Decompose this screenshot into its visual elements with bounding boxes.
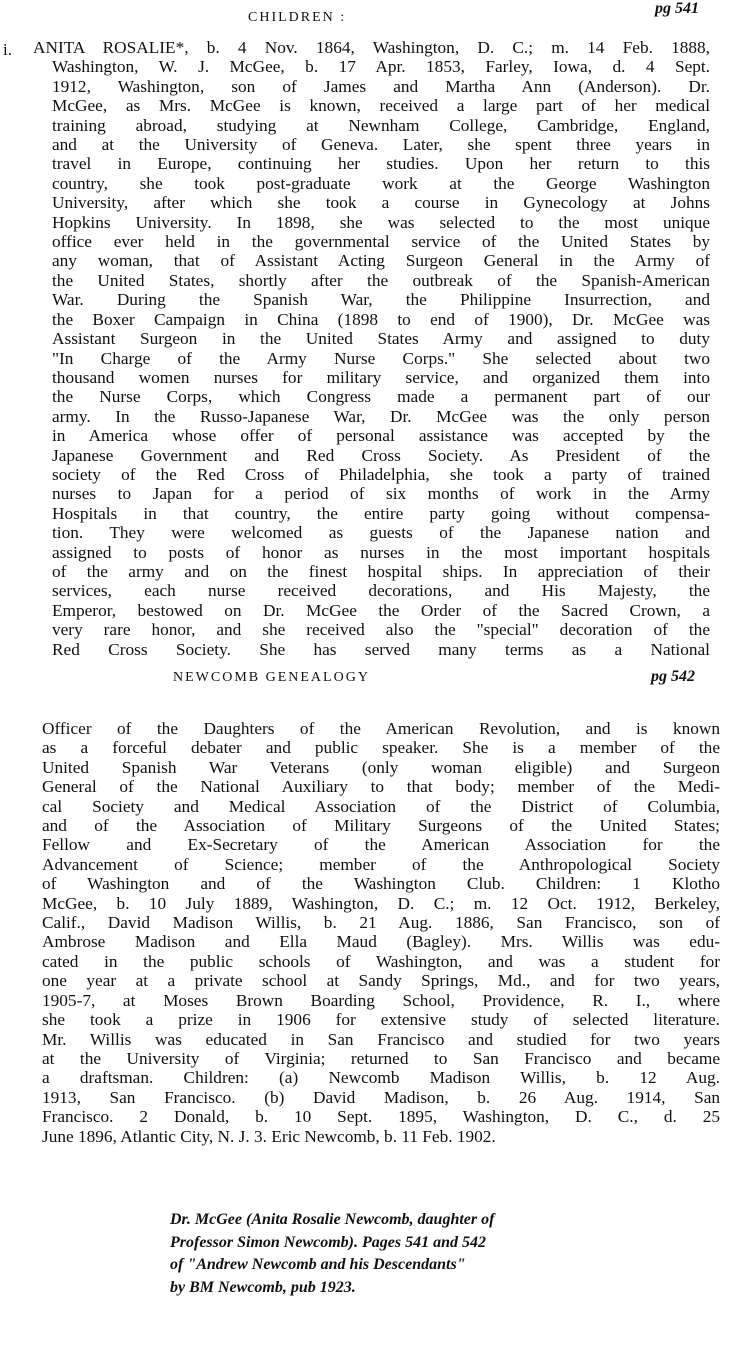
running-head-newcomb-genealogy: NEWCOMB GENEALOGY bbox=[173, 670, 370, 685]
caption bbox=[170, 1209, 630, 1299]
text-line: Fellow and Ex-Secretary of the American Association for the bbox=[42, 835, 720, 855]
text-line: nurses to Japan for a period of six months of work in the Army bbox=[52, 484, 710, 504]
text-line: the Boxer Campaign in China (1898 to end of 1900), Dr. McGee was bbox=[52, 309, 710, 329]
text-line: office ever held in the governmental service of the United States by bbox=[52, 232, 710, 252]
text-line: services, each nurse received decorations, and His Majesty, the bbox=[52, 581, 710, 601]
text-line: army. In the Russo-Japanese War, Dr. McGee was the only person bbox=[52, 406, 710, 426]
entry-marker: i. bbox=[3, 40, 12, 59]
text-line: Japanese Government and Red Cross Society. As President of the bbox=[52, 445, 710, 465]
text-line: "In Charge of the Army Nurse Corps." She selected about two bbox=[52, 348, 710, 368]
text-line: very rare honor, and she received also the "special" decoration of the bbox=[52, 620, 710, 640]
text-line: of Washington and of the Washington Club. Children: 1 Klotho bbox=[42, 874, 720, 894]
text-line: Hospitals in that country, the entire party going without compensa- bbox=[52, 503, 710, 523]
text-line: 1913, San Francisco. (b) David Madison, b. 26 Aug. 1914, San bbox=[42, 1087, 720, 1107]
text-line: University, after which she took a course in Gynecology at Johns bbox=[52, 193, 710, 213]
text-line: she took a prize in 1906 for extensive study of selected literature. bbox=[42, 1010, 720, 1030]
text-line: War. During the Spanish War, the Philippine Insurrection, and bbox=[52, 290, 710, 310]
text-line: 1905-7, at Moses Brown Boarding School, Providence, R. I., where bbox=[42, 990, 720, 1010]
text-line: of the army and on the finest hospital ships. In appreciation of their bbox=[52, 561, 710, 581]
text-line: McGee, b. 10 July 1889, Washington, D. C.; m. 12 Oct. 1912, Berkeley, bbox=[42, 893, 720, 913]
caption-line: of "Andrew Newcomb and his Descendants" bbox=[170, 1256, 466, 1273]
text-line: Assistant Surgeon in the United States Army and assigned to duty bbox=[52, 329, 710, 349]
text-line: one year at a private school at Sandy Springs, Md., and for two years, bbox=[42, 971, 720, 991]
text-line: the United States, shortly after the outbreak of the Spanish-American bbox=[52, 270, 710, 290]
page-541-text bbox=[33, 38, 710, 659]
text-line: Officer of the Daughters of the American Revolution, and is known bbox=[42, 719, 720, 738]
text-line: Advancement of Science; member of the Anthropological Society bbox=[42, 854, 720, 874]
text-line: tion. They were welcomed as guests of the Japanese nation and bbox=[52, 523, 710, 543]
text-line: Washington, W. J. McGee, b. 17 Apr. 1853, Farley, Iowa, d. 4 Sept. bbox=[52, 57, 710, 77]
text-line: General of the National Auxiliary to that body; member of the Medi- bbox=[42, 777, 720, 797]
text-line: and of the Association of Military Surgeons of the United States; bbox=[42, 816, 720, 836]
text-line: training abroad, studying at Newnham College, Cambridge, England, bbox=[52, 115, 710, 135]
caption-line: Dr. McGee (Anita Rosalie Newcomb, daughter of bbox=[170, 1211, 495, 1228]
text-line: assigned to posts of honor as nurses in the most important hospitals bbox=[52, 542, 710, 562]
text-line: country, she took post-graduate work at the George Washington bbox=[52, 173, 710, 193]
text-line: Hopkins University. In 1898, she was selected to the most unique bbox=[52, 212, 710, 232]
text-line: in America whose offer of personal assistance was accepted by the bbox=[52, 426, 710, 446]
caption-line: Professor Simon Newcomb). Pages 541 and 542 bbox=[170, 1233, 486, 1251]
text-line: 1912, Washington, son of James and Martha Ann (Anderson). Dr. bbox=[52, 76, 710, 96]
text-line: Mr. Willis was educated in San Francisco and studied for two years bbox=[42, 1029, 720, 1049]
text-line: cal Society and Medical Association of the District of Columbia, bbox=[42, 796, 720, 816]
text-line: Red Cross Society. She has served many terms as a National bbox=[52, 639, 710, 659]
text-line: Ambrose Madison and Ella Maud (Bagley). Mrs. Willis was edu- bbox=[42, 932, 720, 952]
text-line: as a forceful debater and public speaker. She is a member of the bbox=[42, 738, 720, 758]
text-line: society of the Red Cross of Philadelphia, she took a party of trained bbox=[52, 464, 710, 484]
text-line: McGee, as Mrs. McGee is known, received a large part of her medical bbox=[52, 96, 710, 116]
text-line: any woman, that of Assistant Acting Surgeon General in the Army of bbox=[52, 251, 710, 271]
text-line: cated in the public schools of Washington, and was a student for bbox=[42, 951, 720, 971]
text-line: June 1896, Atlantic City, N. J. 3. Eric Newcomb, b. 11 Feb. 1902. bbox=[42, 1126, 496, 1146]
text-line: United Spanish War Veterans (only woman eligible) and Surgeon bbox=[42, 757, 720, 777]
text-line: thousand women nurses for military service, and organized them into bbox=[52, 367, 710, 387]
text-line: at the University of Virginia; returned to San Francisco and became bbox=[42, 1048, 720, 1068]
page-number-541: pg 541 bbox=[655, 0, 699, 17]
text-line: a draftsman. Children: (a) Newcomb Madison Willis, b. 12 Aug. bbox=[42, 1068, 720, 1088]
text-line: and at the University of Geneva. Later, she spent three years in bbox=[52, 135, 710, 155]
text-line: the Nurse Corps, which Congress made a permanent part of our bbox=[52, 387, 710, 407]
text-line: Francisco. 2 Donald, b. 10 Sept. 1895, Washington, D. C., d. 25 bbox=[42, 1107, 720, 1127]
running-head-children: CHILDREN : bbox=[248, 10, 347, 25]
text-line: Emperor, bestowed on Dr. McGee the Order of the Sacred Crown, a bbox=[52, 600, 710, 620]
text-line: travel in Europe, continuing her studies. Upon her return to this bbox=[52, 154, 710, 174]
caption-line: by BM Newcomb, pub 1923. bbox=[170, 1278, 356, 1296]
text-line: ANITA ROSALIE*, b. 4 Nov. 1864, Washington, D. C.; m. 14 Feb. 1888, bbox=[33, 38, 710, 57]
page-542-text bbox=[42, 719, 720, 1146]
text-line: Calif., David Madison Willis, b. 21 Aug. 1886, San Francisco, son of bbox=[42, 913, 720, 933]
page-number-542: pg 542 bbox=[651, 668, 695, 685]
